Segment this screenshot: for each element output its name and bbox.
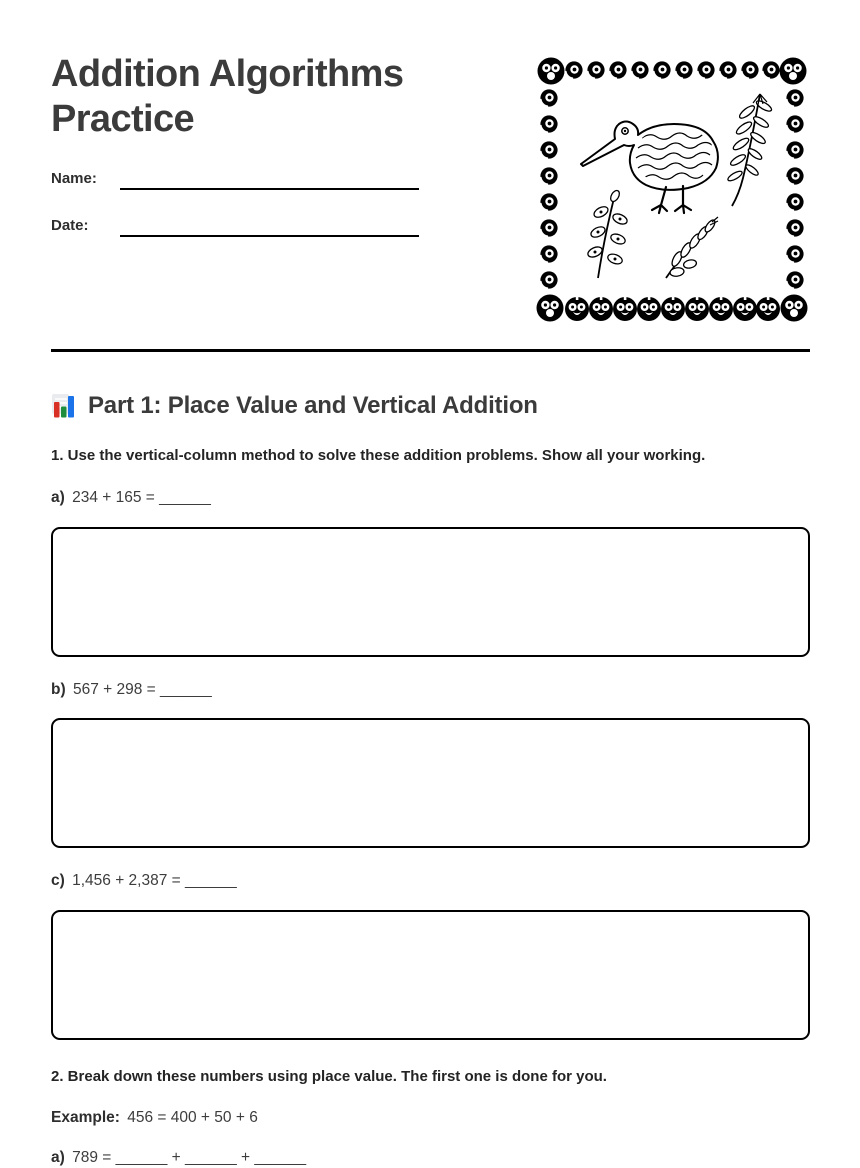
q1-item-a	[51, 488, 810, 508]
fern-right	[727, 94, 773, 206]
q1-item-b-equation: 567 + 298 = ______	[72, 681, 212, 698]
part1-heading-text: Part 1: Place Value and Vertical Addition	[88, 392, 538, 419]
work-box-a[interactable]	[51, 527, 810, 657]
page-title: Addition Algorithms Practice	[51, 53, 404, 140]
fern-bottom-left	[586, 189, 628, 278]
q1-item-c-label: c)	[51, 872, 65, 889]
question-2-text: 2. Break down these numbers using place value. The first one is done for you.	[51, 1068, 607, 1085]
date-input-line[interactable]	[120, 217, 419, 237]
work-box-b[interactable]	[51, 718, 810, 848]
work-box-c[interactable]	[51, 910, 810, 1040]
section-divider	[51, 349, 810, 352]
part1-heading	[51, 390, 810, 422]
q1-item-b	[51, 680, 810, 700]
question-1-text: 1. Use the vertical-column method to solve these addition problems. Show all your working.	[51, 447, 706, 464]
name-label: Name:	[51, 170, 97, 187]
kiwi-illustration-svg	[534, 54, 810, 325]
q2-example	[51, 1108, 810, 1128]
kiwi-bird	[581, 122, 718, 214]
fern-bottom-middle	[666, 217, 718, 278]
q2-item-a-equation: 789 = ______ + ______ + ______	[72, 1149, 307, 1166]
q1-item-a-label: a)	[51, 489, 65, 506]
q1-item-c	[51, 871, 810, 891]
bar-chart-icon	[51, 393, 77, 419]
date-label: Date:	[51, 217, 89, 234]
header	[51, 52, 810, 349]
q2-example-label: Example:	[51, 1109, 120, 1126]
kiwi-fern-illustration	[534, 54, 810, 325]
q1-item-c-equation: 1,456 + 2,387 = ______	[72, 872, 237, 889]
q2-item-a-label: a)	[51, 1149, 65, 1166]
q2-item-a	[51, 1148, 810, 1168]
q2-example-value: 456 = 400 + 50 + 6	[127, 1109, 258, 1126]
q1-item-b-label: b)	[51, 681, 66, 698]
q1-item-a-equation: 234 + 165 = ______	[72, 489, 211, 506]
name-input-line[interactable]	[120, 170, 419, 190]
